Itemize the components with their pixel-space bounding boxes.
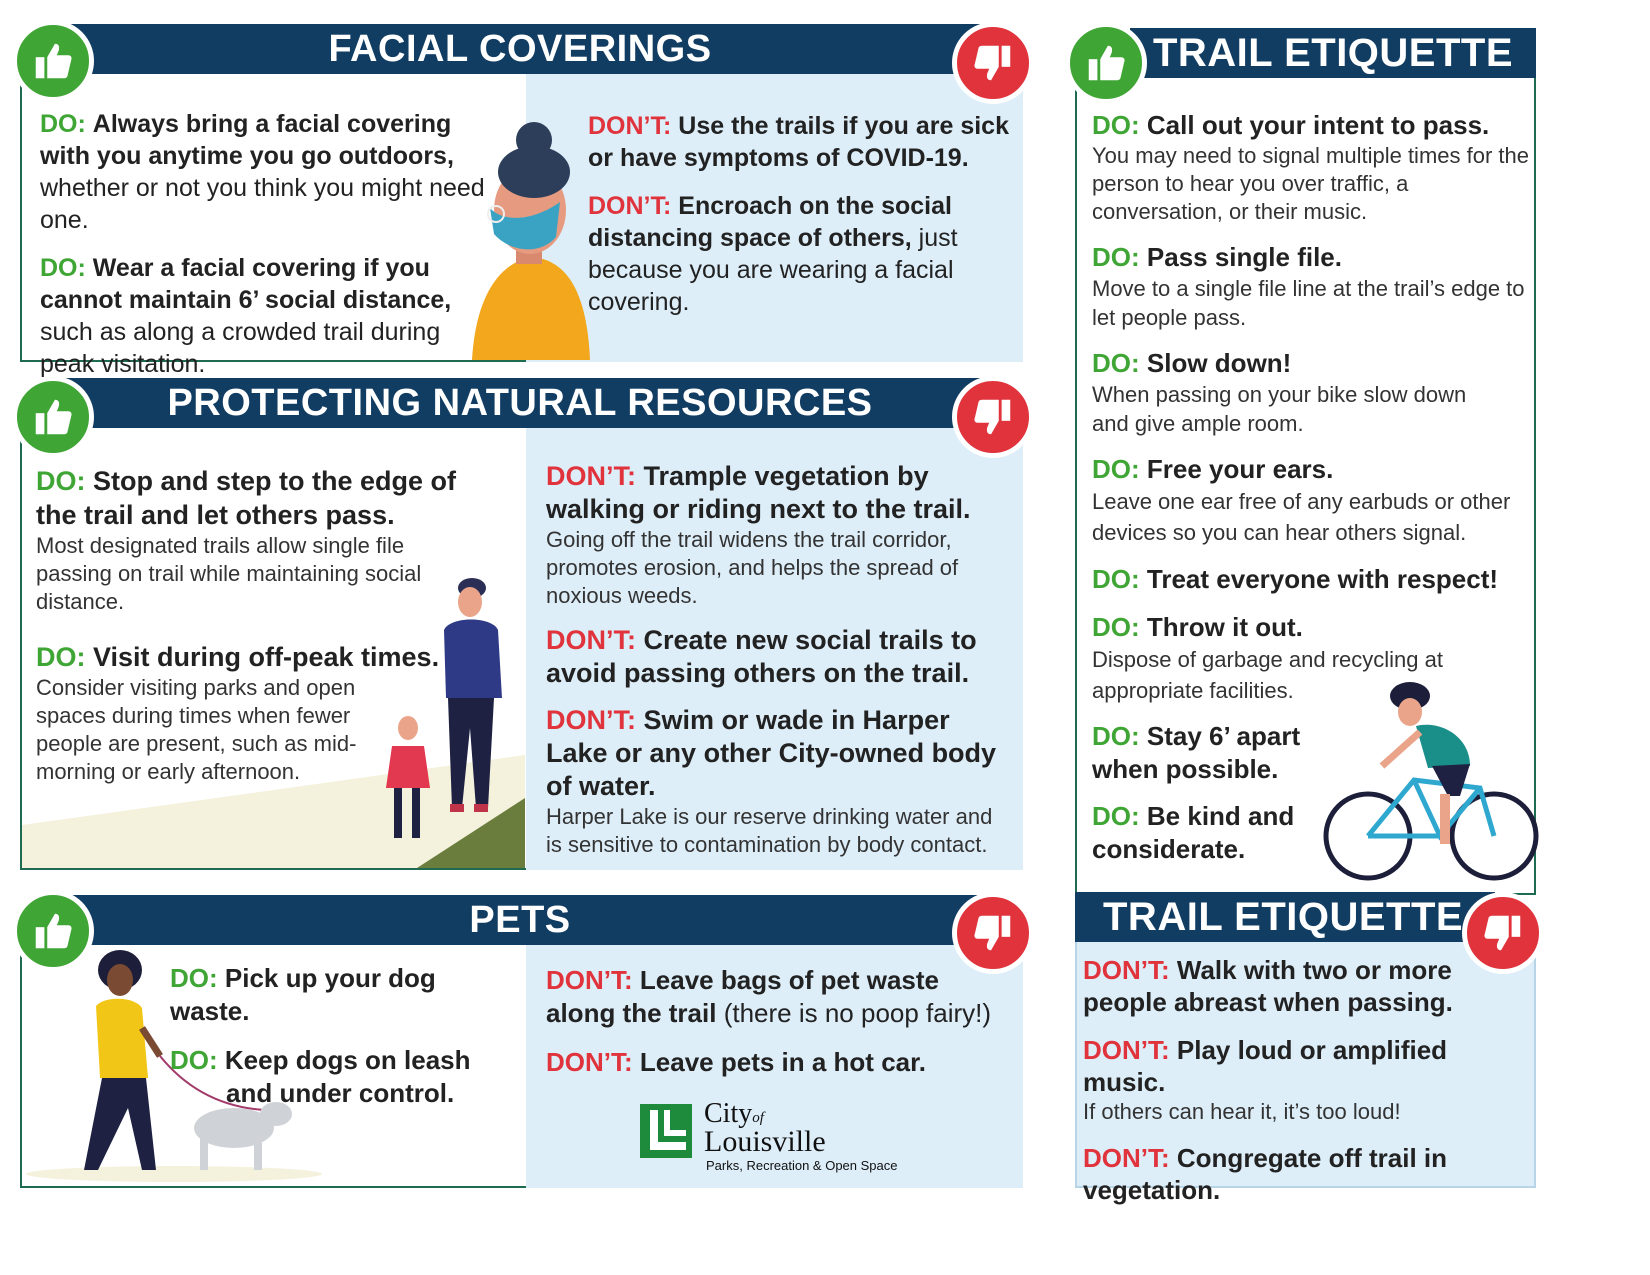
thumbs-up-icon <box>30 394 76 440</box>
pets-dont-item-1: DON’T: Leave bags of pet waste along the trail (there is no poop fairy!) <box>546 965 992 1028</box>
facial-dont-text <box>588 110 1013 334</box>
facial-dont-badge <box>952 22 1034 104</box>
logo-city-text: Cityof <box>704 1098 764 1129</box>
pets-do-text <box>170 962 510 1126</box>
logo-louisville-text: Louisville <box>704 1125 826 1158</box>
trail-do-item-2: DO: Pass single file. Move to a single file line at the trail’s edge to let people pass. <box>1092 242 1525 330</box>
thumbs-down-icon <box>970 394 1016 440</box>
facial-dont-item-1: DON’T: Use the trails if you are sick or have symptoms of COVID-19. <box>588 112 1009 172</box>
thumbs-down-icon <box>1480 910 1526 956</box>
trail-do-item-5: DO: Treat everyone with respect! <box>1092 564 1499 594</box>
natural-do-item-2: DO: Visit during off-peak times. Consider visiting parks and open spaces during times when fewer people are present, such as mid-morning or early afternoon. <box>36 642 440 784</box>
trail-dont-item-1: DON’T: Walk with two or more people abreast when passing. <box>1083 955 1453 1017</box>
trail-etiquette-dont-header <box>1075 892 1495 942</box>
trail-etiquette-title: TRAIL ETIQUETTE <box>1152 30 1514 75</box>
masked-woman-illustration <box>472 122 592 360</box>
trail-etiquette-header <box>1130 28 1536 78</box>
thumbs-down-icon <box>970 910 1016 956</box>
natural-do-item-1: DO: Stop and step to the edge of the trail and let others pass. Most designated trails allow single file passing on trail while maintaining social distance. <box>36 466 457 614</box>
pets-dont-item-2: DON’T: Leave pets in a hot car. <box>546 1047 927 1077</box>
trail-do-item-3: DO: Slow down! When passing on your bike slow down and give ample room. <box>1092 348 1467 436</box>
natural-dont-item-3: DON’T: Swim or wade in Harper Lake or any other City-owned body of water. Harper Lake is our reserve drinking water and is sensitive to contamination by body contact. <box>546 705 997 857</box>
pets-dont-badge <box>952 892 1034 974</box>
city-logo <box>640 1100 940 1180</box>
natural-do-text <box>36 464 496 802</box>
trail-do-item-4: DO: Free your ears. Leave one ear free of any earbuds or other devices so you can hear others signal. <box>1092 454 1511 545</box>
natural-do-badge <box>12 376 94 458</box>
trail-do-badge <box>1065 22 1147 104</box>
trail-dont-item-3: DON’T: Congregate off trail in vegetation. <box>1083 1143 1448 1205</box>
natural-dont-badge <box>952 376 1034 458</box>
pets-dont-text <box>546 964 1012 1095</box>
trail-do-item-1: DO: Call out your intent to pass. You may need to signal multiple times for the person to hear you over traffic, a conversation, or their music. <box>1092 110 1529 224</box>
thumbs-up-icon <box>30 38 76 84</box>
facial-do-item-2: DO: Wear a facial covering if you cannot maintain 6’ social distance, such as along a crowded trail during peak visitation. <box>40 254 452 378</box>
natural-dont-item-2: DON’T: Create new social trails to avoid passing others on the trail. <box>546 625 977 688</box>
facial-dont-item-2: DON’T: Encroach on the social distancing space of others, just because you are wearing a facial covering. <box>588 192 958 316</box>
trail-do-item-7: DO: Stay 6’ apart when possible. <box>1092 721 1301 784</box>
pets-do-item-2: DO: Keep dogs on leash and under control. <box>170 1045 471 1108</box>
thumbs-down-icon <box>970 40 1016 86</box>
facial-coverings-title: FACIAL COVERINGS <box>328 27 712 70</box>
thumbs-up-icon <box>1083 40 1129 86</box>
trail-do-text <box>1092 108 1530 882</box>
city-logo-mark <box>640 1104 692 1158</box>
facial-do-badge <box>12 20 94 102</box>
natural-dont-text <box>546 460 1014 875</box>
natural-dont-item-1: DON’T: Trample vegetation by walking or riding next to the trail. Going off the trail widens the trail corridor, promotes erosion, and helps the spread of noxious weeds. <box>546 461 971 608</box>
facial-do-text <box>40 108 500 396</box>
pets-title: PETS <box>469 898 571 941</box>
facial-do-item-1: DO: Always bring a facial covering with you anytime you go outdoors, whether or not you think you might need one. <box>40 110 485 234</box>
trail-do-item-6: DO: Throw it out. Dispose of garbage and recycling at appropriate facilities. <box>1092 612 1443 703</box>
natural-resources-title: PROTECTING NATURAL RESOURCES <box>167 381 873 424</box>
trail-do-item-8: DO: Be kind and considerate. <box>1092 801 1295 864</box>
trail-dont-text <box>1083 954 1531 1222</box>
natural-resources-header <box>60 378 980 428</box>
facial-coverings-header <box>60 24 980 74</box>
pets-header <box>60 895 980 945</box>
pets-do-item-1: DO: Pick up your dog waste. <box>170 963 436 1026</box>
trail-etiquette-dont-title: TRAIL ETIQUETTE <box>1103 894 1464 939</box>
trail-dont-item-2: DON’T: Play loud or amplified music. If others can hear it, it’s too loud! <box>1083 1035 1448 1124</box>
logo-dept-text: Parks, Recreation & Open Space <box>706 1158 898 1173</box>
